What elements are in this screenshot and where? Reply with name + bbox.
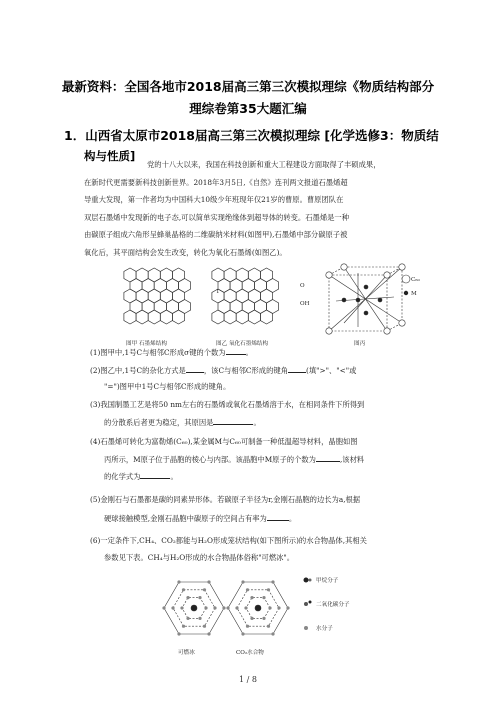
- intro-line-4: 双层石墨烯中发现新的电子态,可以简单实现绝缘体到超导体的转变。石墨烯是一种: [84, 213, 350, 222]
- c60-molecule: [399, 320, 405, 326]
- c60-molecule: [384, 328, 390, 334]
- m-atom-legend-label: M: [411, 291, 417, 297]
- water-molecule: [177, 632, 180, 635]
- o-atom-label: O: [300, 283, 305, 289]
- intro-line-2: 在新时代更需要新科技创新世界。2018年3月5日,《自然》连刊两文报道石墨烯超: [84, 178, 348, 187]
- crystal-cell-diagram: [329, 267, 402, 331]
- clathrate-legend: [304, 576, 350, 632]
- water-molecule: [271, 632, 274, 635]
- water-molecule: [277, 606, 280, 609]
- intro-line-1: 党的十八大以来，我国在科技创新和重大工程建设方面取得了丰硕成果，: [147, 160, 381, 169]
- graphene-structure-diagram: [124, 268, 191, 324]
- intro-line-3: 导重大发现，第一作者均为中国科大10级少年班现年仅21岁的曹原。曹原团队在: [84, 195, 344, 204]
- c60-legend-label: C₆₀: [411, 277, 420, 283]
- water-molecule: [207, 632, 210, 635]
- water-molecule: [241, 580, 244, 583]
- fig-jia-caption: 图甲 石墨烯结构: [126, 341, 167, 347]
- co2-legend-o-icon: [309, 601, 312, 604]
- answer-blank-5: [267, 513, 289, 521]
- carbon-number-label: 1: [216, 289, 220, 295]
- water-legend-label: 水分子: [316, 626, 333, 632]
- question-4-cont: 丙所示，M原子位于晶胞的棱心与内部。该晶胞中M原子的个数为 ,该材料: [104, 455, 365, 464]
- water-molecule: [204, 606, 207, 609]
- water-molecule: [203, 625, 206, 628]
- question-3: (3)我国制墨工艺是将50 nm左右的石墨烯或氧化石墨烯溶于水，在相同条件下所得到: [90, 400, 365, 409]
- answer-blank-2b: [288, 365, 306, 373]
- co2-legend-label: 二氧化碳分子: [316, 602, 350, 608]
- hexagon-ring: [260, 310, 272, 324]
- crystal-cell-legend: [402, 275, 421, 297]
- section-heading: 1．山西省太原市2018届高三第三次模拟理综 [化学选修3：物质结: [64, 128, 439, 143]
- water-molecule: [171, 606, 174, 609]
- water-molecule: [198, 596, 201, 599]
- water-molecule: [226, 606, 229, 609]
- water-molecule: [267, 588, 270, 591]
- answer-blank-2a: [186, 365, 204, 373]
- answer-blank-4b: [140, 471, 170, 479]
- water-molecule: [241, 632, 244, 635]
- hexagon-ring: [124, 310, 136, 324]
- m-atom: [342, 298, 346, 302]
- section-heading-cont: 构与性质]: [84, 149, 136, 163]
- graphene-oxide-structure-diagram: [212, 268, 279, 324]
- hexagon-ring: [172, 310, 184, 324]
- oh-group-label: OH: [300, 301, 310, 307]
- c60-molecule: [326, 272, 332, 278]
- intro-line-5: 由碳原子组成六角形呈蜂巢晶格的二维碳纳米材料(如图甲),石墨烯中部分碳原子被: [84, 230, 348, 239]
- question-6-cont: 参数见下表。CH₄与H₂O形成的水合物晶体俗称"可燃冰"。: [104, 553, 295, 562]
- m-atom: [356, 298, 360, 302]
- water-molecule: [286, 606, 289, 609]
- co2-hydrate-caption: CO₂水合物: [236, 650, 264, 656]
- page-number: 1 / 8: [239, 675, 257, 684]
- water-molecule: [213, 606, 216, 609]
- water-molecule: [246, 625, 249, 628]
- water-molecule: [262, 596, 265, 599]
- co2-legend-icon: [304, 602, 308, 606]
- question-6: (6)一定条件下,CH₄、CO₂都能与H₂O形成笼状结构(如下图所示)的水合物晶体,其相关: [90, 536, 367, 545]
- water-molecule: [267, 625, 270, 628]
- question-5: (5)金刚石与石墨都是碳的同素异形体。若碳原子半径为r,金刚石晶胞的边长为a,根据: [90, 495, 361, 504]
- water-molecule: [198, 617, 201, 620]
- structure-figures: [104, 265, 418, 347]
- answer-blank-3: [213, 417, 253, 425]
- water-molecule: [246, 588, 249, 591]
- answer-blank-1: [226, 347, 246, 355]
- water-molecule: [203, 588, 206, 591]
- m-atom-legend-icon: [404, 291, 408, 295]
- hexagon-ring: [224, 310, 236, 324]
- water-molecule: [180, 606, 183, 609]
- co2-hydrate-cage: [226, 580, 289, 635]
- water-molecule: [177, 580, 180, 583]
- c60-molecule: [326, 328, 332, 334]
- methane-legend-label: 甲烷分子: [316, 578, 339, 584]
- answer-blank-4a: [316, 454, 340, 462]
- water-molecule: [244, 606, 247, 609]
- question-4: (4)石墨烯可转化为富勒烯(C₆₀),某金属M与C₆₀可制备一种低温超导材料，晶胞如图: [90, 437, 358, 446]
- water-molecule: [268, 606, 271, 609]
- flammable-ice-caption: 可燃冰: [178, 650, 195, 656]
- question-4-cont2: 的化学式为 。: [104, 472, 178, 481]
- c60-molecule: [399, 264, 405, 270]
- m-atom: [364, 285, 368, 289]
- guest-molecule: [191, 605, 197, 611]
- water-molecule: [262, 617, 265, 620]
- c60-molecule: [384, 272, 390, 278]
- hexagon-ring: [236, 310, 248, 324]
- m-atom: [378, 298, 382, 302]
- water-molecule: [250, 596, 253, 599]
- hexagon-ring: [160, 310, 172, 324]
- methane-legend-h-icon: [309, 579, 312, 582]
- fig-yi-caption: 图乙 氧化石墨烯结构: [216, 341, 269, 347]
- water-molecule: [182, 588, 185, 591]
- question-3-cont: 的分散系后者更为稳定，其原因是 。: [104, 418, 261, 427]
- water-molecule: [186, 596, 189, 599]
- water-molecule: [271, 580, 274, 583]
- water-molecule: [182, 625, 185, 628]
- methane-hydrate-cage: [162, 580, 225, 635]
- water-molecule: [250, 617, 253, 620]
- water-molecule: [162, 606, 165, 609]
- fig-bing-caption: 图丙: [354, 341, 366, 347]
- question-2: (2)图乙中,1号C的杂化方式是 ，该C与相邻C形成的键角 (填">"、"<"或: [90, 366, 357, 375]
- water-molecule: [222, 606, 225, 609]
- water-legend-icon: [304, 626, 308, 630]
- question-2-cont: "=")图甲中1号C与相邻C形成的键角。: [104, 382, 231, 391]
- clathrate-figures: [160, 570, 360, 656]
- doc-title-line2: 理综卷第35大题汇编: [189, 101, 307, 116]
- hexagon-ring: [248, 310, 260, 324]
- m-atom: [364, 311, 368, 315]
- hexagon-ring: [148, 310, 160, 324]
- guest-molecule: [255, 605, 261, 611]
- question-1: (1)图甲中,1号C与相邻C形成σ键的个数为 。: [90, 348, 253, 357]
- hexagon-ring: [212, 310, 224, 324]
- water-molecule: [235, 606, 238, 609]
- hexagon-ring: [136, 310, 148, 324]
- water-molecule: [207, 580, 210, 583]
- water-molecule: [186, 617, 189, 620]
- c60-legend-icon: [402, 275, 410, 283]
- c60-molecule: [341, 264, 347, 270]
- doc-title-line1: 最新资料：全国各地市2018届高三第三次模拟理综《物质结构部分: [61, 79, 435, 94]
- intro-line-6: 氧化后，其平面结构会发生改变，转化为氧化石墨烯(如图乙)。: [84, 248, 287, 257]
- methane-legend-icon: [304, 578, 309, 583]
- question-5-cont: 硬球接触模型,金刚石晶胞中碳原子的空间占有率为 。: [104, 514, 297, 523]
